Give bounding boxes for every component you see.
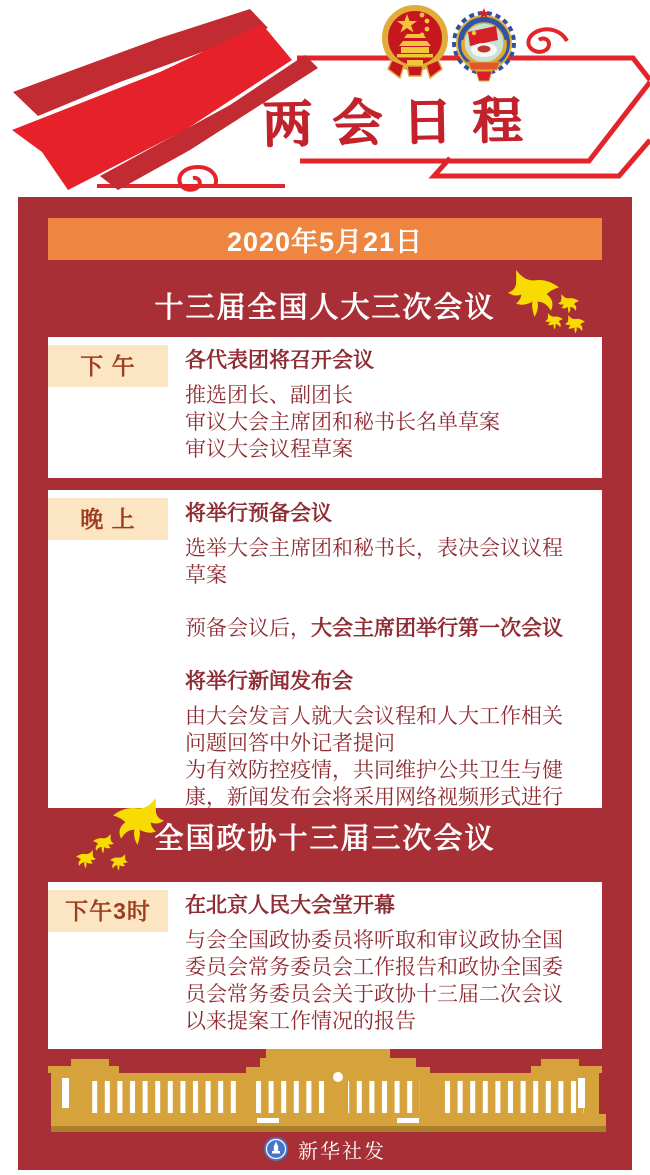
time-label: 晚 上 — [48, 498, 168, 540]
schedule-card-npc-evening — [48, 490, 602, 808]
prc-national-emblem-icon — [380, 2, 450, 82]
time-label: 下午3时 — [48, 890, 168, 932]
credit-text: 新华社发 — [298, 1140, 386, 1163]
event-detail: 推选团长、副团长 — [185, 384, 353, 407]
section-title-cppcc: 全国政协十三届三次会议 — [154, 823, 496, 855]
event-heading: 将举行新闻发布会 — [185, 670, 353, 693]
event-detail: 审议大会议程草案 — [185, 438, 353, 461]
event-detail: 与会全国政协委员将听取和审议政协全国委员会常务委员会工作报告和政协全国委员会常务委员会关于政协十三届二次会议以来提案工作情况的报告 — [185, 929, 563, 1033]
event-detail: 为有效防控疫情，共同维护公共卫生与健康，新闻发布会将采用网络视频形式进行 — [185, 759, 563, 809]
event-detail: 审议大会主席团和秘书长名单草案 — [185, 411, 500, 434]
event-detail-prefix: 预备会议后， — [185, 617, 311, 640]
event-detail: 由大会发言人就大会议程和人大工作相关问题回答中外记者提问 — [185, 705, 563, 755]
doves-icon — [505, 267, 600, 339]
event-heading: 各代表团将召开会议 — [185, 349, 374, 372]
footer-credit — [18, 1133, 632, 1165]
event-heading: 将举行预备会议 — [185, 502, 332, 525]
event-detail-emphasis: 大会主席团举行第一次会议 — [311, 617, 563, 640]
event-detail: 选举大会主席团和秘书长，表决会议议程草案 — [185, 537, 563, 587]
doves-icon — [70, 796, 175, 878]
date-banner: 2020年5月21日 — [48, 218, 602, 260]
great-hall-illustration — [38, 1049, 612, 1137]
schedule-card-cppcc-opening — [48, 882, 602, 1049]
cppcc-emblem-icon — [451, 6, 517, 84]
event-detail — [185, 615, 583, 642]
page-title: 两会日程 — [261, 89, 543, 154]
schedule-panel — [18, 197, 632, 1170]
xinhua-logo-icon — [264, 1137, 288, 1161]
section-title-npc: 十三届全国人大三次会议 — [154, 292, 496, 324]
time-label: 下 午 — [48, 345, 168, 387]
schedule-card-npc-afternoon — [48, 337, 602, 478]
event-heading: 在北京人民大会堂开幕 — [185, 894, 395, 917]
